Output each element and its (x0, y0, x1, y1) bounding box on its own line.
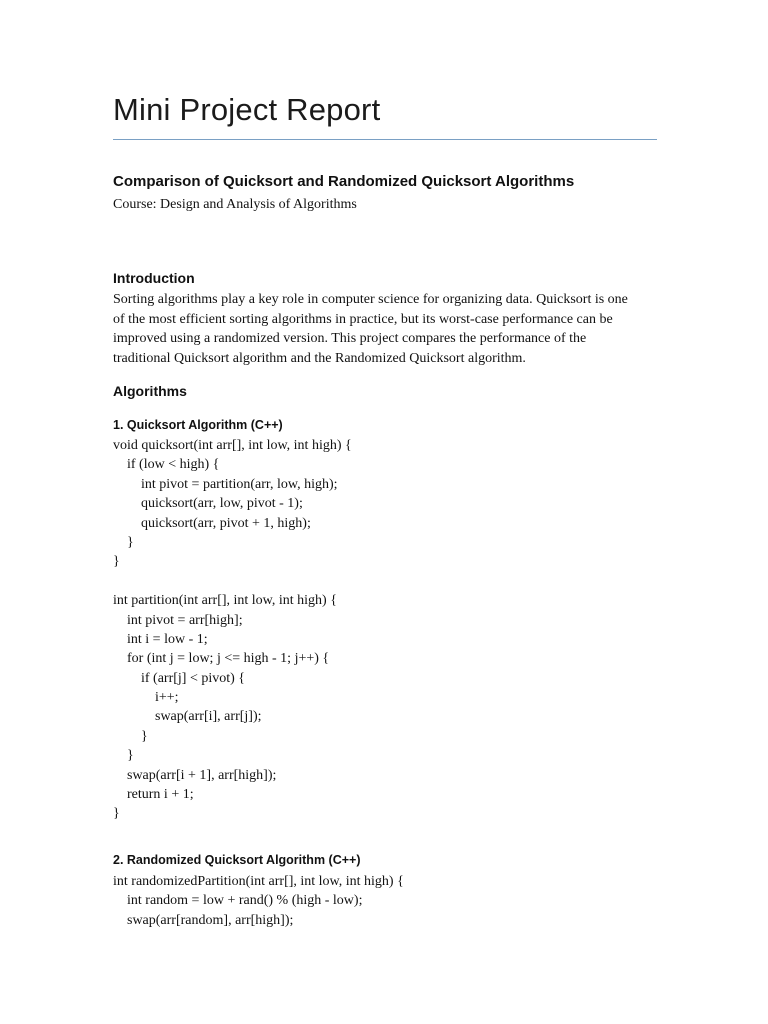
code-line: int randomizedPartition(int arr[], int low, int high) { (113, 874, 404, 889)
code-line: } (113, 728, 148, 744)
code-line: } (113, 748, 134, 764)
randomized-quicksort-code-block (113, 872, 404, 930)
title-underline (113, 139, 657, 140)
code-line: quicksort(arr, pivot + 1, high); (113, 515, 311, 531)
introduction-line: improved using a randomized version. This project compares the performance of the (113, 331, 587, 346)
code-line: swap(arr[i], arr[j]); (113, 709, 262, 725)
code-line: return i + 1; (113, 787, 194, 803)
code-line: swap(arr[i + 1], arr[high]); (113, 767, 277, 783)
code-line: quicksort(arr, low, pivot - 1); (113, 496, 303, 512)
code-line: swap(arr[random], arr[high]); (113, 912, 294, 928)
code-line: } (113, 534, 134, 550)
course-line: Course: Design and Analysis of Algorithms (113, 197, 357, 212)
code-line: for (int j = low; j <= high - 1; j++) { (113, 651, 330, 667)
report-subtitle: Comparison of Quicksort and Randomized Quicksort Algorithms (113, 173, 575, 190)
code-line: i++; (113, 690, 179, 706)
code-line: if (low < high) { (113, 457, 220, 473)
introduction-paragraph (113, 290, 661, 368)
introduction-heading: Introduction (113, 270, 195, 286)
algorithms-heading: Algorithms (113, 383, 187, 399)
code-line: } (113, 554, 120, 570)
randomized-quicksort-heading: 2. Randomized Quicksort Algorithm (C++) (113, 853, 361, 867)
introduction-line: of the most efficient sorting algorithms in practice, but its worst-case performance can be (113, 311, 613, 327)
code-line: int random = low + rand() % (high - low); (113, 893, 363, 909)
code-line: int pivot = arr[high]; (113, 612, 243, 628)
code-line-blank (113, 572, 352, 591)
quicksort-code-block (113, 436, 352, 824)
code-line: void quicksort(int arr[], int low, int high) { (113, 438, 352, 453)
code-line: int pivot = partition(arr, low, high); (113, 476, 338, 492)
introduction-line: traditional Quicksort algorithm and the Randomized Quicksort algorithm. (113, 350, 526, 366)
code-line: int partition(int arr[], int low, int high) { (113, 593, 337, 609)
quicksort-heading: 1. Quicksort Algorithm (C++) (113, 418, 283, 432)
document-title: Mini Project Report (113, 92, 381, 127)
code-line: if (arr[j] < pivot) { (113, 670, 246, 686)
code-line: } (113, 806, 120, 822)
code-line: int i = low - 1; (113, 631, 208, 647)
introduction-line: Sorting algorithms play a key role in computer science for organizing data. Quicksort is one (113, 292, 628, 307)
